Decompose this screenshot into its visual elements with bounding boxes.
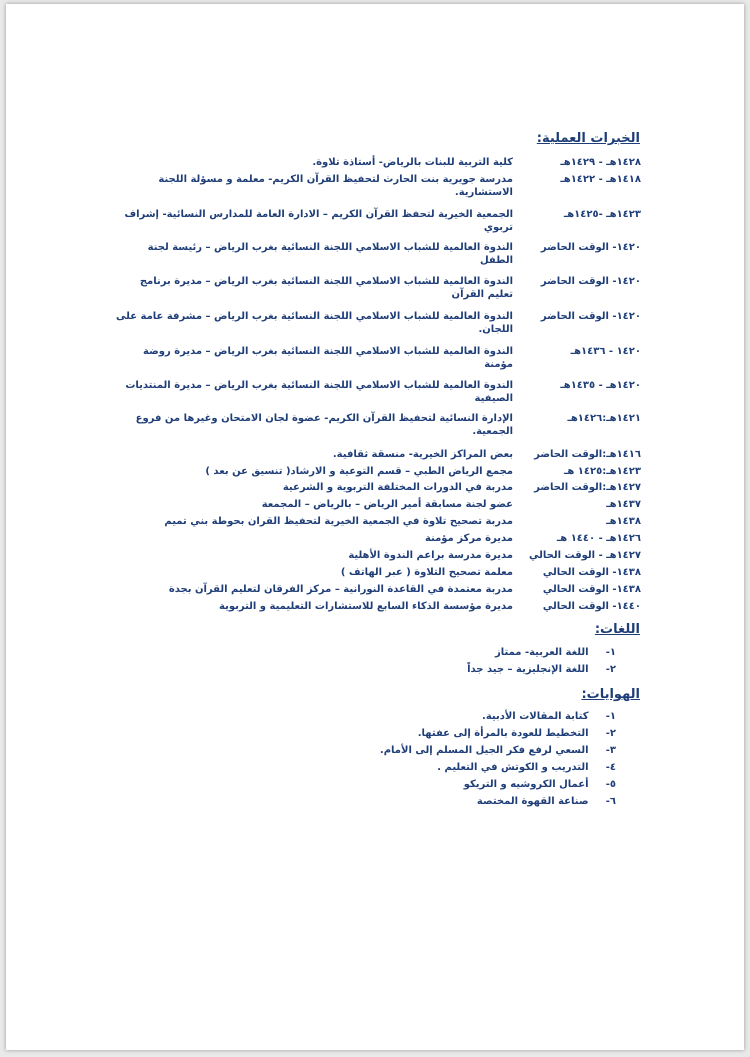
experience-item bbox=[116, 156, 641, 169]
hobby-number: ٤- bbox=[605, 762, 616, 773]
language-text: اللغة الإنجليزية – جيد جداً bbox=[467, 664, 589, 675]
experience-date: ١٤٣٧هـ bbox=[606, 499, 641, 510]
languages-heading: اللغات: bbox=[594, 622, 640, 637]
hobby-text: أعمال الكروشيه و التريكو bbox=[463, 779, 589, 790]
experience-date: ١٤٢٠- الوقت الحاضر bbox=[540, 276, 641, 287]
hobby-number: ٦- bbox=[605, 796, 616, 807]
experience-date: ١٤٢٧هـ:الوقت الحاضر bbox=[534, 482, 641, 493]
experience-date: ١٤٣٨- الوقت الحالي bbox=[542, 567, 641, 578]
language-text: اللغة العربية- ممتاز bbox=[494, 647, 589, 658]
hobby-text: صناعة القهوة المختصة bbox=[476, 796, 589, 807]
hobby-item bbox=[464, 778, 616, 791]
hobby-item bbox=[477, 795, 616, 808]
experience-date: ١٤٢١هـ:١٤٢٦هـ bbox=[567, 413, 641, 424]
experience-item bbox=[116, 345, 641, 371]
hobby-number: ١- bbox=[605, 711, 616, 722]
language-item bbox=[467, 663, 616, 676]
experience-item bbox=[116, 465, 641, 478]
experience-item bbox=[116, 549, 641, 562]
hobby-item bbox=[437, 761, 616, 774]
experience-date: ١٤١٨هـ - ١٤٢٢هـ bbox=[560, 174, 641, 185]
experience-text: مديرة مؤسسة الذكاء السابع للاستشارات التعليمية و التربوية bbox=[219, 601, 513, 612]
hobby-number: ٥- bbox=[605, 779, 616, 790]
experience-date: ١٤١٦هـ:الوقت الحاضر bbox=[534, 449, 641, 460]
hobby-text: التدريب و الكوتش في التعليم . bbox=[437, 762, 589, 773]
language-item bbox=[495, 646, 616, 659]
experience-date: ١٤٢٠هـ - ١٤٣٥هـ bbox=[560, 380, 641, 391]
hobby-item bbox=[482, 710, 616, 723]
experience-item bbox=[116, 532, 641, 545]
hobby-text: كتابة المقالات الأدبية. bbox=[482, 711, 589, 722]
hobby-number: ٢- bbox=[605, 728, 616, 739]
experience-date: ١٤٢٣هـ:١٤٢٥ هـ bbox=[563, 466, 641, 477]
hobbies-heading: الهوايات: bbox=[581, 687, 640, 702]
experience-text: الندوة العالمية للشباب الاسلامي اللجنة النسائية بغرب الرياض – مديرة برنامج تعليم القرآن bbox=[139, 276, 513, 300]
experience-item bbox=[116, 481, 641, 494]
experience-item bbox=[116, 583, 641, 596]
experience-item bbox=[116, 173, 641, 199]
experience-item bbox=[116, 600, 641, 613]
experience-text: مديرة مركز مؤمنة bbox=[424, 533, 513, 544]
experience-item bbox=[116, 566, 641, 579]
experience-text: مدربة في الدورات المختلفة التربوية و الشرعية bbox=[282, 482, 513, 493]
experience-text: معلمة تصحيح التلاوة ( عبر الهاتف ) bbox=[340, 567, 513, 578]
cv-content bbox=[6, 4, 744, 1050]
experience-item bbox=[116, 310, 641, 336]
experience-date: ١٤٤٠- الوقت الحالي bbox=[542, 601, 641, 612]
hobby-text: السعي لرفع فكر الجيل المسلم إلى الأمام. bbox=[379, 745, 589, 756]
experience-text: الندوة العالمية للشباب الاسلامي اللجنة النسائية بغرب الرياض – مديرة المنتديات الصيفية bbox=[125, 380, 513, 404]
experience-date: ١٤٣٨هـ bbox=[606, 516, 641, 527]
hobby-number: ٣- bbox=[605, 745, 616, 756]
experience-text: الندوة العالمية للشباب الاسلامي اللجنة النسائية بغرب الرياض – مديرة روضة مؤمنة bbox=[143, 346, 513, 370]
experience-item bbox=[116, 379, 641, 405]
experience-date: ١٤٢٦هـ - ١٤٤٠ هـ bbox=[556, 533, 641, 544]
experience-text: عضو لجنة مسابقة أمير الرياض – بالرياض – المجمعة bbox=[261, 499, 513, 510]
experience-text: الندوة العالمية للشباب الاسلامي اللجنة النسائية بغرب الرياض – رئيسة لجنة الطفل bbox=[147, 242, 513, 266]
experience-text: مديرة مدرسة براعم الندوة الأهلية bbox=[348, 550, 513, 561]
experience-text: مدربة معتمدة في القاعدة النورانية – مركز الفرقان لتعليم القرآن بجدة bbox=[168, 584, 513, 595]
experience-item bbox=[116, 448, 641, 461]
experience-date: ١٤٢٨هـ - ١٤٢٩هـ bbox=[560, 157, 641, 168]
experience-item bbox=[116, 412, 641, 438]
experience-item bbox=[116, 208, 641, 234]
experience-date: ١٤٢٠- الوقت الحاضر bbox=[540, 311, 641, 322]
experience-date: ١٤٢٣هـ -١٤٢٥هـ bbox=[563, 209, 641, 220]
experience-text: بعض المراكز الخيرية- منسقة ثقافية. bbox=[332, 449, 513, 460]
experience-text: الندوة العالمية للشباب الاسلامي اللجنة النسائية بغرب الرياض – مشرفة عامة على اللجان. bbox=[116, 311, 513, 335]
experience-item bbox=[116, 515, 641, 528]
experience-date: ١٤٢٧هـ - الوقت الحالي bbox=[529, 550, 641, 561]
language-number: ٢- bbox=[605, 664, 616, 675]
language-number: ١- bbox=[605, 647, 616, 658]
hobby-item bbox=[380, 744, 616, 757]
document-page bbox=[6, 4, 744, 1050]
experience-text: مدرسة جويرية بنت الحارث لتحفيظ القرآن الكريم- معلمة و مسؤلة اللجنة الاستشارية. bbox=[158, 174, 513, 198]
experience-text: الإدارة النسائية لتحفيظ القرآن الكريم- عضوة لجان الامتحان وغيرها من فروع الجمعية. bbox=[135, 413, 513, 437]
experience-item bbox=[116, 241, 641, 267]
experience-text: مدربة تصحيح تلاوة في الجمعية الخيرية لتحفيظ القران بحوطة بني تميم bbox=[164, 516, 513, 527]
experience-text: كلية التربية للبنات بالرياض- أستاذة تلاوة. bbox=[312, 157, 513, 168]
experience-item bbox=[116, 275, 641, 301]
experience-text: مجمع الرياض الطبي – قسم التوعية و الارشاد( تنسيق عن بعد ) bbox=[205, 466, 513, 477]
experience-date: ١٤٣٨- الوقت الحالي bbox=[542, 584, 641, 595]
experience-item bbox=[116, 498, 641, 511]
experience-date: ١٤٢٠- الوقت الحاضر bbox=[540, 242, 641, 253]
hobby-text: التخطيط للعودة بالمرأة إلى عفتها. bbox=[417, 728, 589, 739]
experience-date: ١٤٢٠ - ١٤٣٦هـ bbox=[570, 346, 641, 357]
hobby-item bbox=[418, 727, 616, 740]
experience-text: الجمعية الخيرية لتحفظ القرآن الكريم – الادارة العامة للمدارس النسائية- إشراف تربوي bbox=[124, 209, 513, 233]
experience-heading: الخبرات العملية: bbox=[536, 131, 640, 146]
